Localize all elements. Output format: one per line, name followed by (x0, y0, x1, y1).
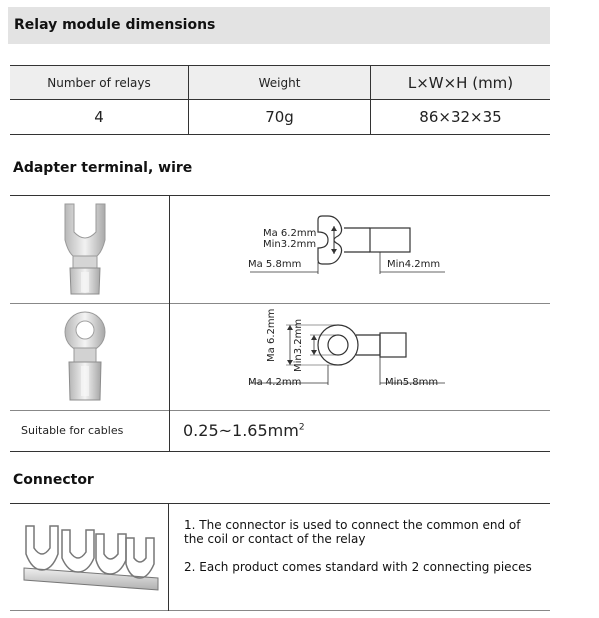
table-bottom-rule (10, 134, 550, 135)
fork-opening-min: Min3.2mm (263, 239, 317, 250)
header-dimensions: L×W×H (mm) (407, 73, 514, 92)
header-number-of-relays: Number of relays (47, 75, 151, 90)
fork-width-min: Min4.2mm (387, 259, 441, 270)
connector-col-divider (168, 503, 169, 611)
cable-value: 0.25~1.65mm (183, 421, 299, 440)
ring-outer-dimension: 6.2mm (266, 308, 277, 345)
adapter-top-rule (10, 195, 550, 196)
fork-width-max: Ma 5.8mm (248, 259, 302, 270)
ring-terminal-image (55, 308, 115, 406)
value-number-of-relays: 4 (94, 108, 104, 126)
value-dimensions: 86×32×35 (419, 108, 502, 126)
adapter-section-title: Adapter terminal, wire (13, 160, 193, 176)
relay-section-header (8, 7, 550, 44)
connector-note-2: 2. Each product comes standard with 2 connecting pieces (184, 560, 532, 574)
fork-opening-max: Ma 6.2mm (263, 228, 317, 239)
connector-note-1: 1. The connector is used to connect the common end of the coil or contact of the relay (184, 518, 521, 546)
relay-section-title: Relay module dimensions (14, 17, 216, 33)
ring-inner-dimension: Min3.2mm (293, 318, 304, 372)
connector-section-title: Connector (13, 472, 94, 488)
ring-width-max: Ma 4.2mm (248, 377, 302, 388)
fork-terminal-image (55, 200, 115, 298)
ring-width-min: Min5.8mm (385, 377, 439, 388)
ring-outer-prefix: Ma (266, 347, 277, 362)
connector-top-rule (10, 503, 550, 504)
adapter-bottom-rule (10, 451, 550, 452)
header-weight: Weight (258, 75, 301, 90)
adapter-col-divider (169, 195, 170, 452)
adapter-row-rule (10, 303, 550, 304)
cable-superscript: 2 (298, 422, 305, 433)
adapter-row-rule (10, 410, 550, 411)
value-weight: 70g (265, 108, 294, 126)
connector-bottom-rule (10, 610, 550, 611)
connector-image (18, 520, 163, 600)
cable-label: Suitable for cables (21, 424, 124, 437)
